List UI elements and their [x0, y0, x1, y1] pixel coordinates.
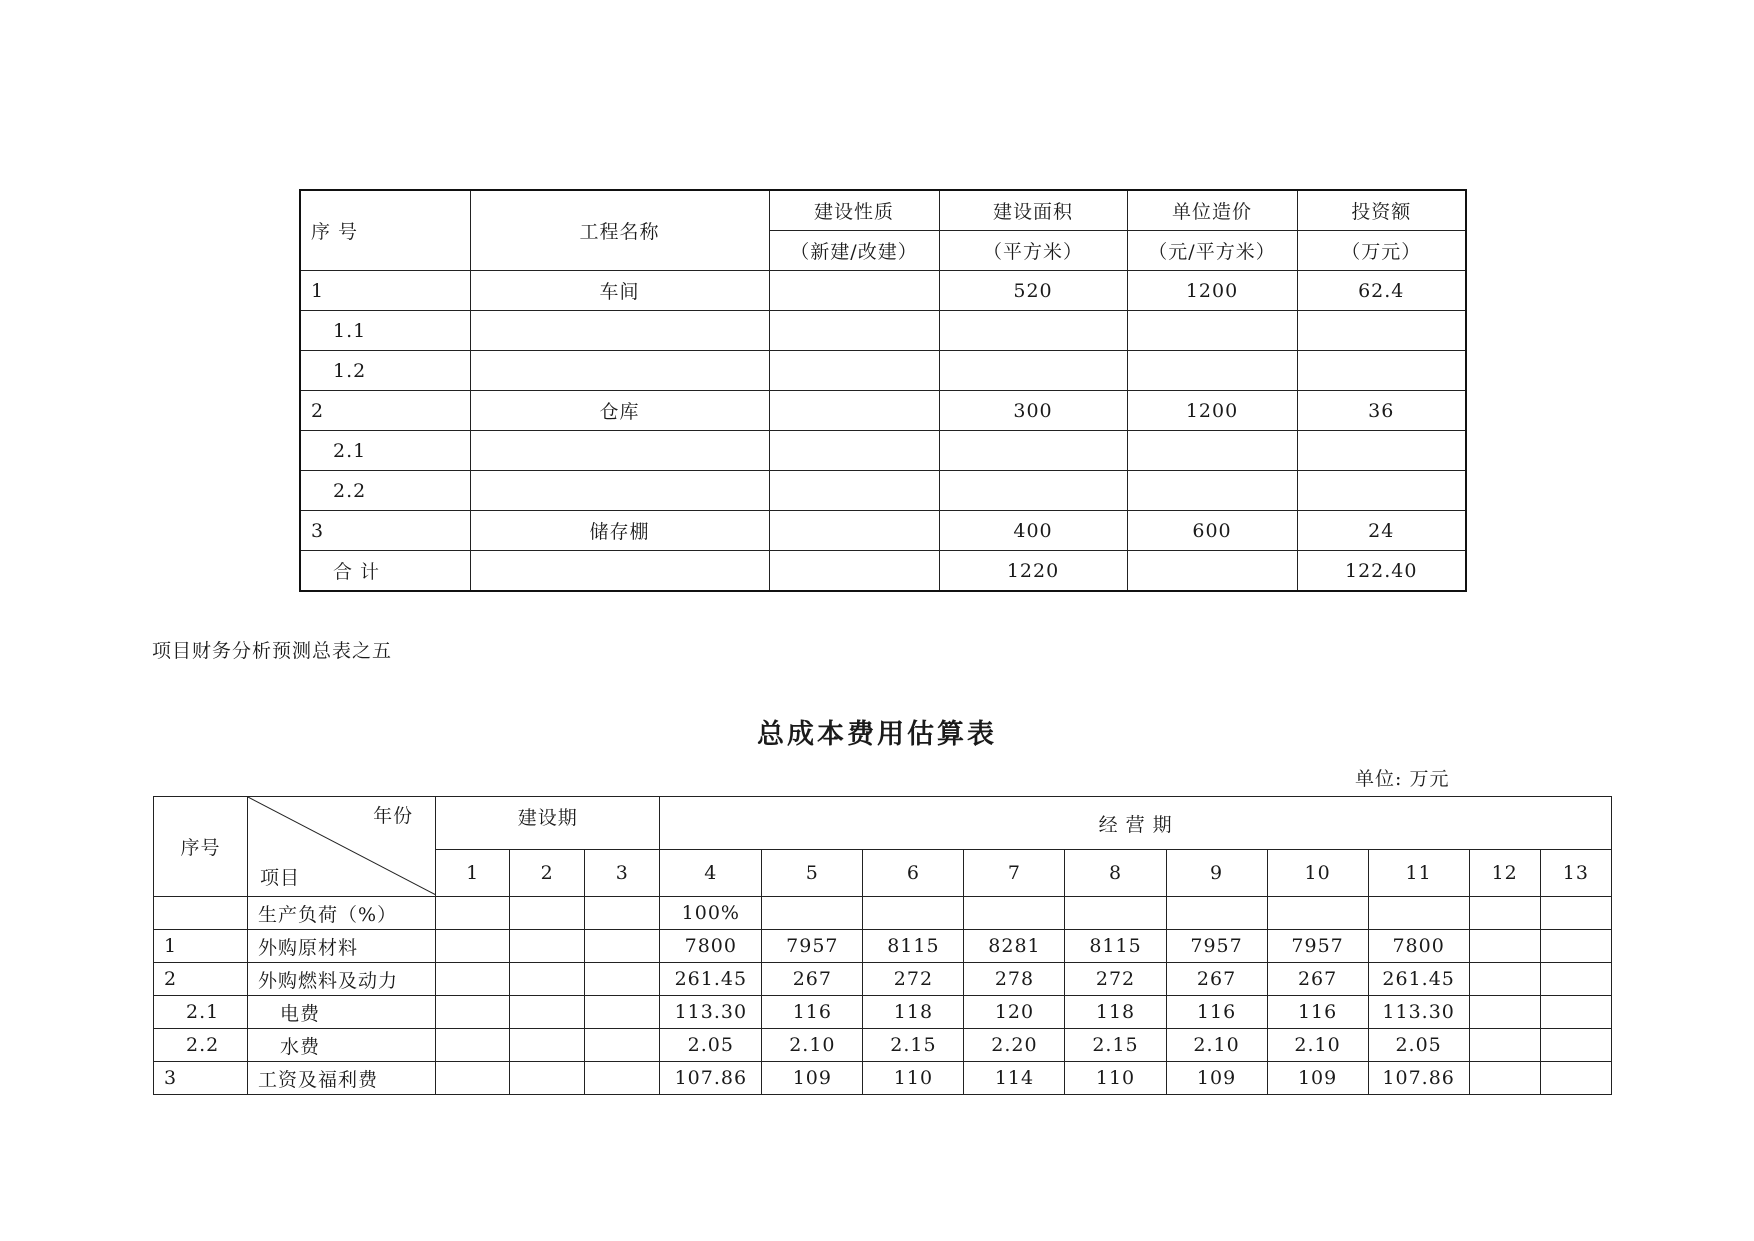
header-year-2: 2 — [510, 850, 585, 897]
investment-cell: 122.40 — [1297, 551, 1466, 592]
table-row — [154, 930, 1612, 963]
seq-cell: 1.1 — [300, 311, 470, 351]
value-cell-year-10: 116 — [1267, 996, 1368, 1029]
value-cell-year-6 — [863, 897, 964, 930]
header-year-3: 3 — [585, 850, 660, 897]
value-cell-year-2 — [510, 1062, 585, 1095]
value-cell-year-4: 113.30 — [660, 996, 762, 1029]
value-cell-year-13 — [1540, 930, 1611, 963]
unit-price-cell — [1127, 311, 1297, 351]
investment-cell: 24 — [1297, 511, 1466, 551]
header-year-13: 13 — [1540, 850, 1611, 897]
value-cell-year-13 — [1540, 1029, 1611, 1062]
seq-cell: 1 — [154, 930, 248, 963]
header-year-12: 12 — [1469, 850, 1540, 897]
value-cell-year-5: 7957 — [762, 930, 863, 963]
table-row — [154, 897, 1612, 930]
unit-price-cell — [1127, 551, 1297, 592]
area-cell — [939, 311, 1127, 351]
project-name-cell — [470, 351, 769, 391]
value-cell-year-5: 267 — [762, 963, 863, 996]
header-year-8: 8 — [1065, 850, 1166, 897]
value-cell-year-1 — [436, 1029, 510, 1062]
table-row — [300, 271, 1466, 311]
nature-cell — [769, 511, 939, 551]
table-row — [300, 351, 1466, 391]
table-row — [300, 511, 1466, 551]
value-cell-year-11: 107.86 — [1368, 1062, 1469, 1095]
project-name-cell — [470, 431, 769, 471]
area-cell: 300 — [939, 391, 1127, 431]
header-year-10: 10 — [1267, 850, 1368, 897]
value-cell-year-4: 100% — [660, 897, 762, 930]
header-seq: 序号 — [154, 797, 248, 897]
total-cost-table — [153, 796, 1612, 1095]
header-year: 年份 — [373, 805, 414, 827]
value-cell-year-11: 113.30 — [1368, 996, 1469, 1029]
header-unit-price: 单位造价 — [1127, 190, 1297, 231]
table-row — [300, 431, 1466, 471]
area-cell: 1220 — [939, 551, 1127, 592]
value-cell-year-4: 2.05 — [660, 1029, 762, 1062]
header-project-name: 工程名称 — [470, 190, 769, 271]
seq-cell: 2.1 — [154, 996, 248, 1029]
project-name-cell: 储存棚 — [470, 511, 769, 551]
value-cell-year-5: 116 — [762, 996, 863, 1029]
value-cell-year-1 — [436, 963, 510, 996]
value-cell-year-9: 109 — [1166, 1062, 1267, 1095]
value-cell-year-9: 116 — [1166, 996, 1267, 1029]
table-title: 总成本费用估算表 — [757, 719, 997, 750]
header-investment: 投资额 — [1297, 190, 1466, 231]
value-cell-year-1 — [436, 897, 510, 930]
unit-price-cell: 1200 — [1127, 391, 1297, 431]
seq-cell: 合 计 — [300, 551, 470, 592]
header-unit-price-sub: （元/平方米） — [1127, 231, 1297, 271]
value-cell-year-4: 7800 — [660, 930, 762, 963]
table-row — [154, 996, 1612, 1029]
header-operation-period: 经 营 期 — [660, 797, 1612, 850]
value-cell-year-7: 278 — [964, 963, 1065, 996]
value-cell-year-12 — [1469, 1062, 1540, 1095]
value-cell-year-13 — [1540, 963, 1611, 996]
value-cell-year-3 — [585, 996, 660, 1029]
table-row — [300, 391, 1466, 431]
investment-cell — [1297, 311, 1466, 351]
value-cell-year-11: 2.05 — [1368, 1029, 1469, 1062]
investment-cell — [1297, 351, 1466, 391]
project-name-cell: 车间 — [470, 271, 769, 311]
investment-cell — [1297, 471, 1466, 511]
value-cell-year-7: 120 — [964, 996, 1065, 1029]
value-cell-year-12 — [1469, 897, 1540, 930]
table-row — [154, 1062, 1612, 1095]
value-cell-year-13 — [1540, 996, 1611, 1029]
investment-cell: 36 — [1297, 391, 1466, 431]
unit-label: 单位: 万元 — [1355, 768, 1450, 790]
seq-cell: 3 — [300, 511, 470, 551]
unit-price-cell: 600 — [1127, 511, 1297, 551]
header-year-9: 9 — [1166, 850, 1267, 897]
value-cell-year-10: 109 — [1267, 1062, 1368, 1095]
value-cell-year-6: 8115 — [863, 930, 964, 963]
value-cell-year-10 — [1267, 897, 1368, 930]
header-nature-sub: （新建/改建） — [769, 231, 939, 271]
item-cell: 水费 — [248, 1029, 436, 1062]
seq-cell: 2.2 — [154, 1029, 248, 1062]
value-cell-year-2 — [510, 963, 585, 996]
value-cell-year-2 — [510, 930, 585, 963]
value-cell-year-8 — [1065, 897, 1166, 930]
value-cell-year-13 — [1540, 897, 1611, 930]
header-year-6: 6 — [863, 850, 964, 897]
seq-cell: 1.2 — [300, 351, 470, 391]
nature-cell — [769, 431, 939, 471]
value-cell-year-9: 7957 — [1166, 930, 1267, 963]
value-cell-year-6: 118 — [863, 996, 964, 1029]
nature-cell — [769, 311, 939, 351]
project-name-cell — [470, 471, 769, 511]
value-cell-year-2 — [510, 996, 585, 1029]
value-cell-year-7: 2.20 — [964, 1029, 1065, 1062]
nature-cell — [769, 271, 939, 311]
area-cell — [939, 351, 1127, 391]
area-cell: 400 — [939, 511, 1127, 551]
project-name-cell — [470, 551, 769, 592]
value-cell-year-7 — [964, 897, 1065, 930]
value-cell-year-10: 7957 — [1267, 930, 1368, 963]
value-cell-year-5: 109 — [762, 1062, 863, 1095]
value-cell-year-2 — [510, 1029, 585, 1062]
value-cell-year-12 — [1469, 996, 1540, 1029]
unit-price-cell — [1127, 471, 1297, 511]
value-cell-year-11: 7800 — [1368, 930, 1469, 963]
value-cell-year-3 — [585, 1062, 660, 1095]
value-cell-year-10: 2.10 — [1267, 1029, 1368, 1062]
table-row — [154, 963, 1612, 996]
value-cell-year-8: 118 — [1065, 996, 1166, 1029]
value-cell-year-3 — [585, 930, 660, 963]
item-cell: 电费 — [248, 996, 436, 1029]
header-construction-period: 建设期 — [436, 797, 660, 850]
value-cell-year-8: 110 — [1065, 1062, 1166, 1095]
header-year-1: 1 — [436, 850, 510, 897]
investment-cell: 62.4 — [1297, 271, 1466, 311]
header-nature: 建设性质 — [769, 190, 939, 231]
item-cell: 工资及福利费 — [248, 1062, 436, 1095]
value-cell-year-9: 267 — [1166, 963, 1267, 996]
item-cell: 外购燃料及动力 — [248, 963, 436, 996]
value-cell-year-9 — [1166, 897, 1267, 930]
value-cell-year-9: 2.10 — [1166, 1029, 1267, 1062]
project-name-cell — [470, 311, 769, 351]
investment-cell — [1297, 431, 1466, 471]
area-cell — [939, 431, 1127, 471]
seq-cell — [154, 897, 248, 930]
header-year-4: 4 — [660, 850, 762, 897]
value-cell-year-12 — [1469, 930, 1540, 963]
value-cell-year-12 — [1469, 963, 1540, 996]
table-caption: 项目财务分析预测总表之五 — [152, 640, 393, 662]
nature-cell — [769, 391, 939, 431]
header-area-sub: （平方米） — [939, 231, 1127, 271]
seq-cell: 3 — [154, 1062, 248, 1095]
value-cell-year-5: 2.10 — [762, 1029, 863, 1062]
value-cell-year-4: 261.45 — [660, 963, 762, 996]
seq-cell: 2.1 — [300, 431, 470, 471]
table-row — [300, 551, 1466, 592]
value-cell-year-3 — [585, 963, 660, 996]
header-item: 项目 — [260, 867, 301, 889]
value-cell-year-3 — [585, 897, 660, 930]
project-name-cell: 仓库 — [470, 391, 769, 431]
header-seq: 序 号 — [300, 190, 470, 271]
seq-cell: 2 — [300, 391, 470, 431]
area-cell — [939, 471, 1127, 511]
value-cell-year-1 — [436, 930, 510, 963]
value-cell-year-6: 110 — [863, 1062, 964, 1095]
value-cell-year-1 — [436, 996, 510, 1029]
header-year-7: 7 — [964, 850, 1065, 897]
table-row — [154, 1029, 1612, 1062]
value-cell-year-8: 8115 — [1065, 930, 1166, 963]
value-cell-year-12 — [1469, 1029, 1540, 1062]
value-cell-year-1 — [436, 1062, 510, 1095]
value-cell-year-7: 114 — [964, 1062, 1065, 1095]
item-cell: 外购原材料 — [248, 930, 436, 963]
value-cell-year-13 — [1540, 1062, 1611, 1095]
construction-investment-table — [299, 189, 1467, 592]
value-cell-year-6: 272 — [863, 963, 964, 996]
value-cell-year-8: 2.15 — [1065, 1029, 1166, 1062]
nature-cell — [769, 351, 939, 391]
item-cell: 生产负荷（%） — [248, 897, 436, 930]
value-cell-year-11: 261.45 — [1368, 963, 1469, 996]
value-cell-year-8: 272 — [1065, 963, 1166, 996]
nature-cell — [769, 551, 939, 592]
value-cell-year-5 — [762, 897, 863, 930]
value-cell-year-6: 2.15 — [863, 1029, 964, 1062]
value-cell-year-10: 267 — [1267, 963, 1368, 996]
unit-price-cell — [1127, 351, 1297, 391]
value-cell-year-3 — [585, 1029, 660, 1062]
header-year-11: 11 — [1368, 850, 1469, 897]
area-cell: 520 — [939, 271, 1127, 311]
seq-cell: 2 — [154, 963, 248, 996]
seq-cell: 2.2 — [300, 471, 470, 511]
unit-price-cell: 1200 — [1127, 271, 1297, 311]
value-cell-year-7: 8281 — [964, 930, 1065, 963]
header-investment-sub: （万元） — [1297, 231, 1466, 271]
nature-cell — [769, 471, 939, 511]
value-cell-year-2 — [510, 897, 585, 930]
value-cell-year-11 — [1368, 897, 1469, 930]
unit-price-cell — [1127, 431, 1297, 471]
table-row — [300, 311, 1466, 351]
table-row — [300, 471, 1466, 511]
header-area: 建设面积 — [939, 190, 1127, 231]
header-diagonal-cell — [248, 797, 436, 897]
header-year-5: 5 — [762, 850, 863, 897]
value-cell-year-4: 107.86 — [660, 1062, 762, 1095]
seq-cell: 1 — [300, 271, 470, 311]
